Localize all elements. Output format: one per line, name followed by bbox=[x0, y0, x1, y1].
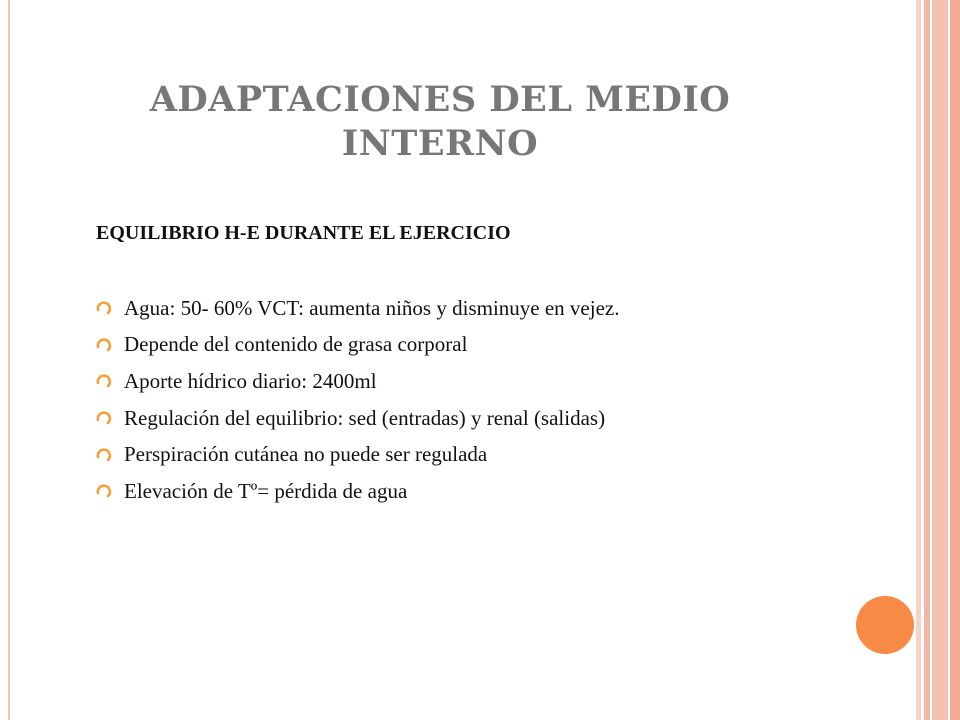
list-item bbox=[96, 436, 856, 473]
orange-ring-bullet-icon bbox=[96, 373, 112, 389]
bullet-text: Perspiración cutánea no puede ser regulada bbox=[124, 442, 488, 467]
list-item bbox=[96, 473, 856, 510]
list-item bbox=[96, 290, 856, 327]
orange-ring-bullet-icon bbox=[96, 410, 112, 426]
orange-ring-bullet-icon bbox=[96, 447, 112, 463]
orange-ring-bullet-icon bbox=[96, 300, 112, 316]
bullet-list bbox=[96, 290, 856, 510]
bullet-text: Agua: 50- 60% VCT: aumenta niños y disminuye en vejez. bbox=[124, 295, 620, 320]
stripe bbox=[932, 0, 948, 720]
left-border-line bbox=[8, 0, 10, 720]
list-item bbox=[96, 400, 856, 437]
orange-ring-bullet-icon bbox=[96, 337, 112, 353]
bullet-text: Regulación del equilibrio: sed (entradas) y renal (salidas) bbox=[124, 405, 606, 430]
stripe bbox=[950, 0, 960, 720]
bullet-text: Elevación de Tº= pérdida de agua bbox=[124, 478, 408, 503]
bullet-text: Depende del contenido de grasa corporal bbox=[124, 332, 468, 357]
slide-title: ADAPTACIONES DEL MEDIO INTERNO bbox=[149, 79, 731, 164]
list-item bbox=[96, 363, 856, 400]
orange-ring-bullet-icon bbox=[96, 483, 112, 499]
slide-subtitle: EQUILIBRIO H-E DURANTE EL EJERCICIO bbox=[96, 222, 511, 244]
orange-circle-decoration bbox=[856, 596, 914, 654]
list-item bbox=[96, 327, 856, 364]
bullet-text: Aporte hídrico diario: 2400ml bbox=[124, 368, 377, 393]
right-decorative-stripes bbox=[916, 0, 960, 720]
